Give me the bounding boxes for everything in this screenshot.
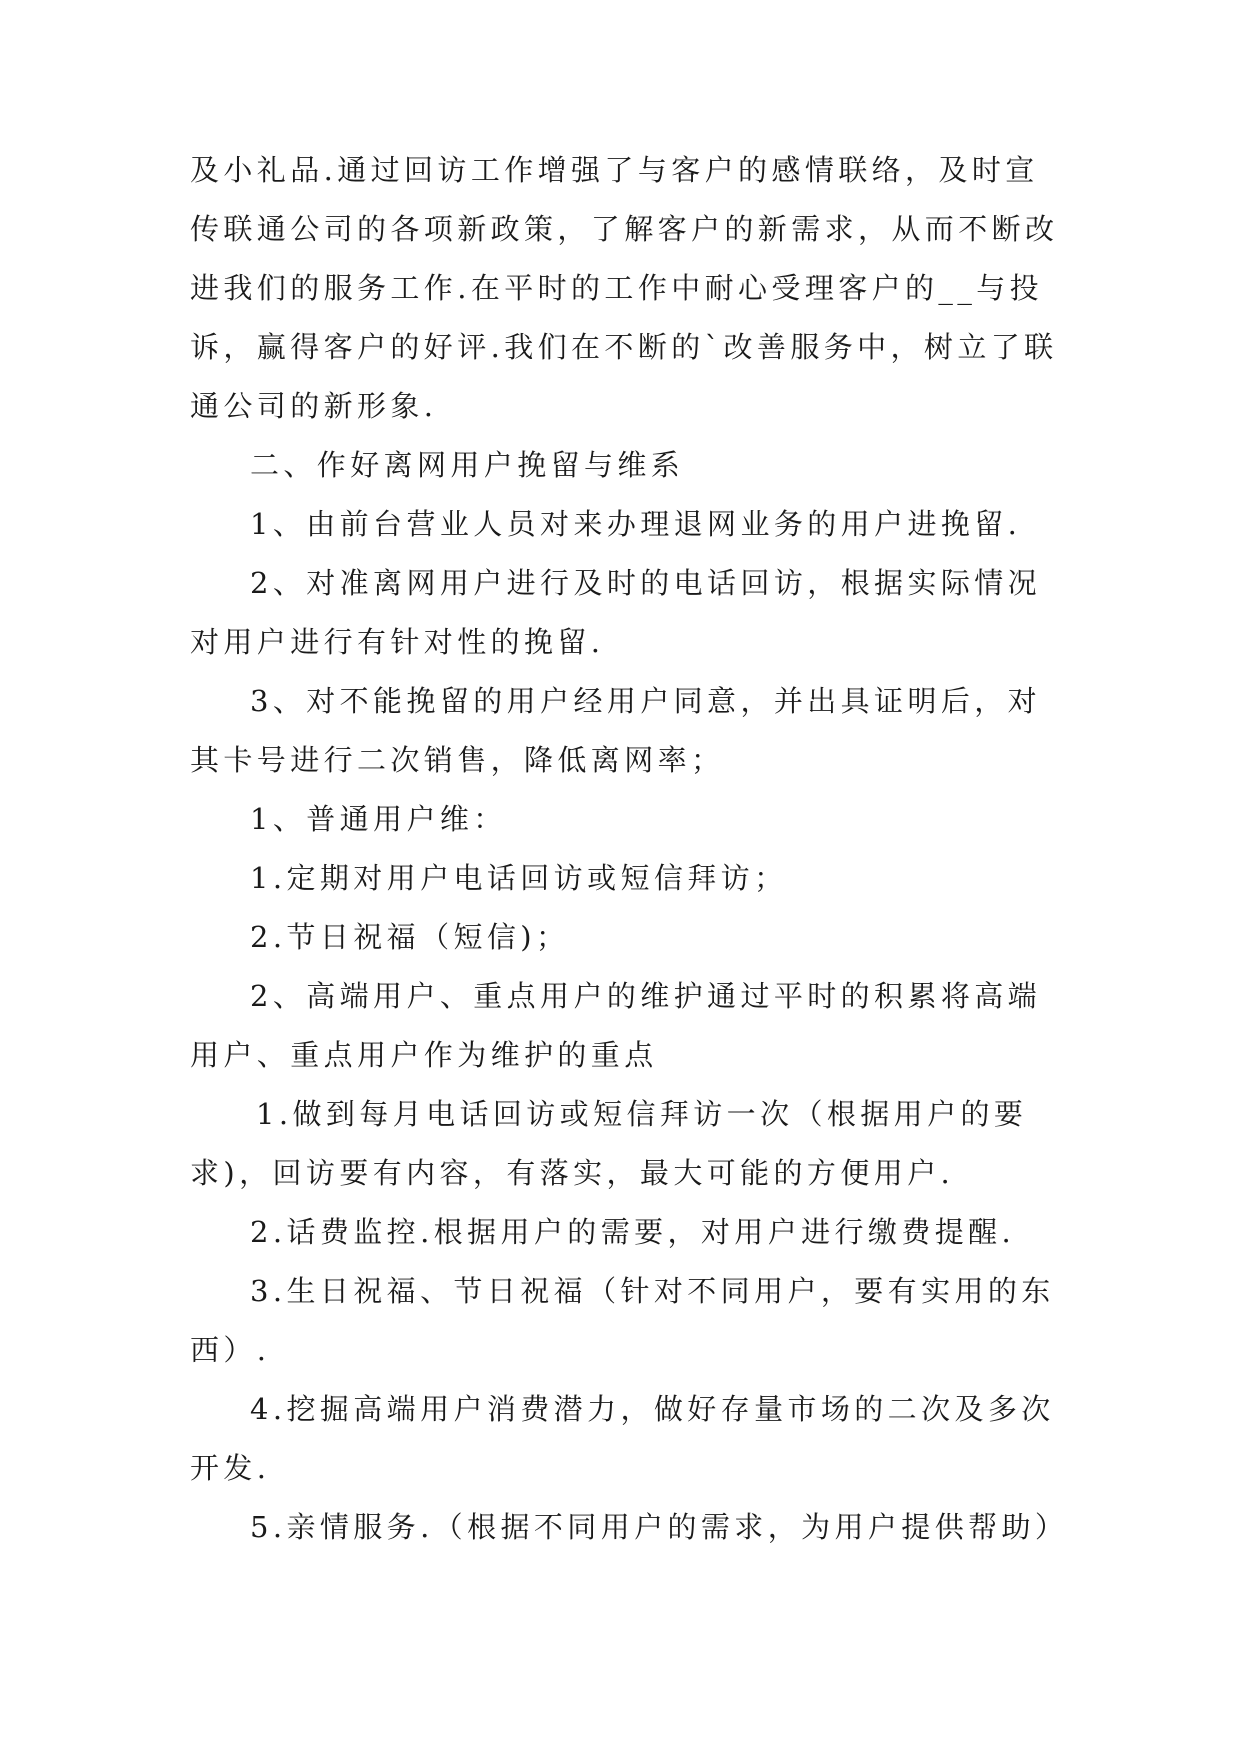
list-item: 2.节日祝福（短信)；: [250, 920, 570, 954]
paragraph-line: 进我们的服务工作.在平时的工作中耐心受理客户的__与投: [190, 271, 1044, 305]
list-item: 3、对不能挽留的用户经用户同意，并出具证明后，对: [250, 684, 1042, 718]
list-item: 2、高端用户、重点用户的维护通过平时的积累将高端: [250, 979, 1042, 1013]
list-item: 3.生日祝福、节日祝福（针对不同用户，要有实用的东: [250, 1274, 1055, 1308]
paragraph-line: 西）.: [190, 1333, 271, 1367]
list-item: 4.挖掘高端用户消费潜力，做好存量市场的二次及多次: [250, 1392, 1055, 1426]
paragraph-line: 其卡号进行二次销售，降低离网率；: [190, 743, 725, 777]
paragraph-line: 用户、重点用户作为维护的重点: [190, 1038, 658, 1072]
section-heading: 二、作好离网用户挽留与维系: [250, 448, 685, 482]
list-item: 1、普通用户维：: [250, 802, 507, 836]
list-item: 2.话费监控.根据用户的需要，对用户进行缴费提醒.: [250, 1215, 1016, 1249]
list-item: 1、由前台营业人员对来办理退网业务的用户进挽留.: [250, 507, 1022, 541]
paragraph-line: 开发.: [190, 1451, 271, 1485]
list-item: 5.亲情服务.（根据不同用户的需求，为用户提供帮助）: [250, 1510, 1069, 1544]
paragraph-line: 对用户进行有针对性的挽留.: [190, 625, 605, 659]
paragraph-line: 求)，回访要有内容，有落实，最大可能的方便用户.: [190, 1156, 955, 1190]
paragraph-line: 传联通公司的各项新政策，了解客户的新需求，从而不断改: [190, 212, 1059, 246]
list-item: 1.定期对用户电话回访或短信拜访；: [250, 861, 788, 895]
paragraph-line: 通公司的新形象.: [190, 389, 438, 423]
list-item: 2、对准离网用户进行及时的电话回访，根据实际情况: [250, 566, 1042, 600]
list-item: 1.做到每月电话回访或短信拜访一次（根据用户的要: [256, 1097, 1028, 1131]
paragraph-line: 诉，赢得客户的好评.我们在不断的`改善服务中，树立了联: [190, 330, 1058, 364]
paragraph-line: 及小礼品.通过回访工作增强了与客户的感情联络，及时宣: [190, 153, 1039, 187]
